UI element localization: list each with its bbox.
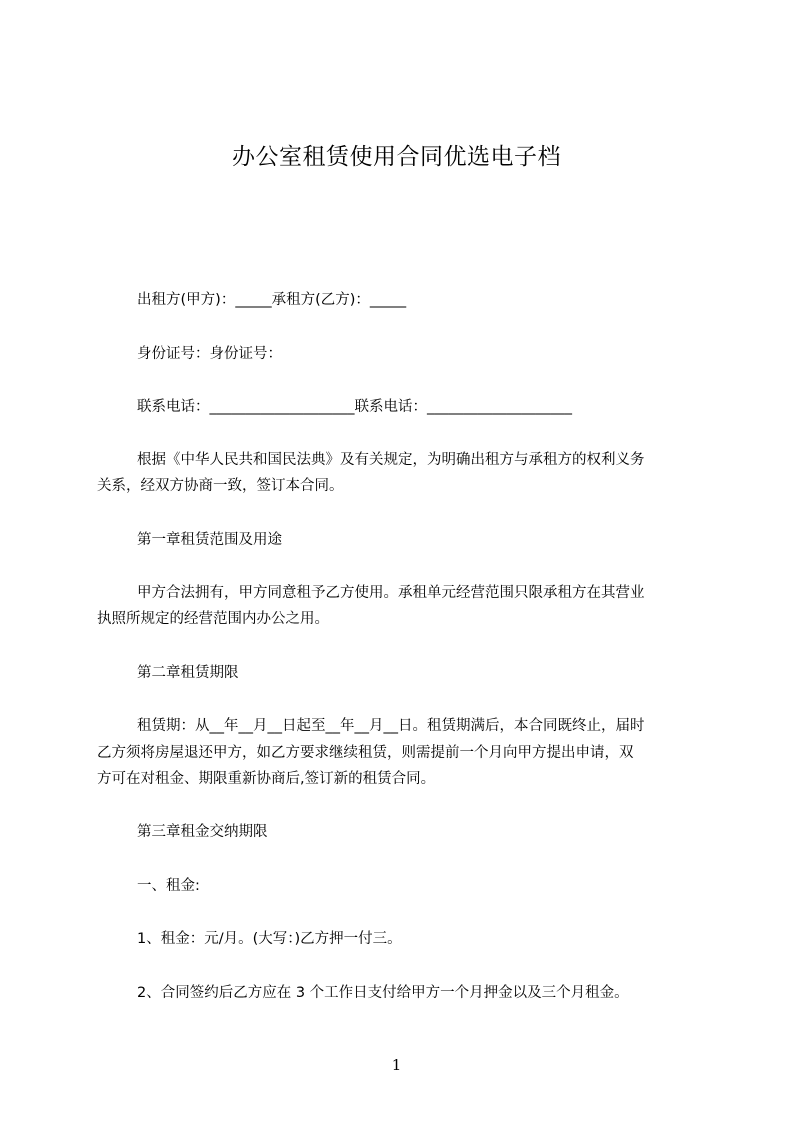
- intro-paragraph-line-2: 关系，经双方协商一致，签订本合同。: [97, 478, 344, 494]
- phone-line: 联系电话：____________________联系电话：____________________: [137, 399, 572, 415]
- chapter-1-heading: 第一章租赁范围及用途: [137, 532, 282, 548]
- id-number-line: 身份证号：身份证号：: [137, 346, 282, 362]
- chapter-3-heading: 第三章租金交纳期限: [137, 824, 268, 840]
- chapter-3-item-1: 1、租金：元/月。(大写：)乙方押一付三。: [137, 931, 402, 947]
- chapter-2-paragraph-line-3: 方可在对租金、期限重新协商后,签订新的租赁合同。: [97, 771, 436, 787]
- intro-paragraph-line-1: 根据《中华人民共和国民法典》及有关规定，为明确出租方与承租方的权利义务: [137, 452, 645, 468]
- parties-line: 出租方(甲方)：_____承租方(乙方)：_____: [137, 292, 407, 308]
- chapter-2-heading: 第二章租赁期限: [137, 665, 239, 681]
- chapter-2-paragraph-line-1: 租赁期：从__年__月__日起至__年__月__日。租赁期满后，本合同既终止，届时: [137, 718, 645, 734]
- chapter-3-section-1: 一、租金:: [137, 878, 200, 894]
- chapter-3-item-2: 2、合同签约后乙方应在 3 个工作日支付给甲方一个月押金以及三个月租金。: [137, 985, 629, 1001]
- chapter-2-paragraph-line-2: 乙方须将房屋退还甲方，如乙方要求继续租赁，则需提前一个月向甲方提出申请，双: [97, 745, 634, 761]
- chapter-1-paragraph-line-1: 甲方合法拥有，甲方同意租予乙方使用。承租单元经营范围只限承租方在其营业: [137, 585, 645, 601]
- chapter-1-paragraph-line-2: 执照所规定的经营范围内办公之用。: [97, 611, 329, 627]
- page-number: 1: [391, 1056, 402, 1074]
- document-title: 办公室租赁使用合同优选电子档: [232, 144, 561, 170]
